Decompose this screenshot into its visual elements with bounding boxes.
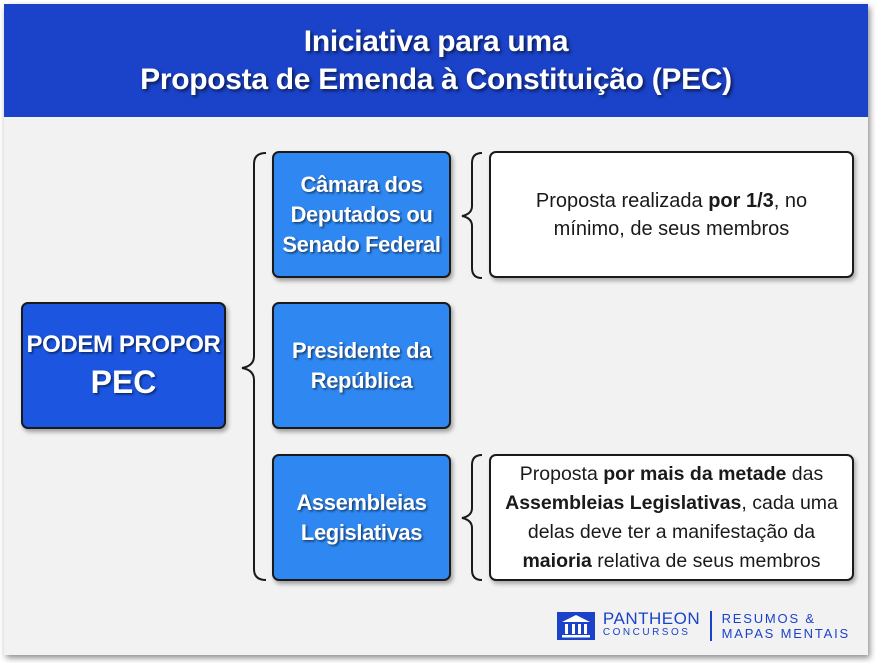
detail-text [505, 460, 838, 576]
logo-tagline-line-2: MAPAS MENTAIS [721, 626, 850, 641]
detail-text-bold-segment: por 1/3 [708, 189, 774, 212]
branch-label-line: República [310, 367, 413, 393]
branch-label-line: Assembleias [296, 489, 427, 515]
branch-label-line: Legislativas [300, 519, 423, 545]
branch-assembleias-legislativas [272, 454, 451, 581]
main-node-podem-propor-pec [21, 302, 226, 429]
title-line-1: Iniciativa para uma [303, 24, 569, 58]
logo-brand-text [602, 609, 701, 640]
main-node-line-1: PODEM PROPOR [26, 330, 221, 358]
branch-label-line: Senado Federal [282, 231, 441, 257]
detail-bracket-2 [462, 455, 482, 580]
branch-label-line: Câmara dos [300, 171, 423, 197]
detail-text-segment: das [786, 462, 824, 485]
detail-text-segment: relativa de seus membros [591, 549, 821, 572]
logo-tagline-line-1: RESUMOS & [721, 611, 816, 626]
detail-text [505, 187, 838, 243]
diagram-frame [4, 4, 868, 655]
logo-divider [710, 611, 712, 641]
detail-text-segment: Proposta [519, 462, 604, 485]
logo-sub: CONCURSOS [602, 627, 691, 638]
detail-assembleias-legislativas [489, 454, 854, 581]
main-bracket [242, 153, 266, 580]
logo-brand: PANTHEON [602, 609, 701, 628]
detail-camara-senado [489, 151, 854, 278]
detail-text-segment: , no mínimo, de seus membros [553, 189, 808, 240]
logo-tagline [722, 611, 850, 641]
branch-label-line: Deputados ou [290, 201, 433, 227]
branch-label-line: Presidente da [291, 337, 432, 363]
main-node-line-2: PEC [90, 363, 157, 400]
temple-icon [557, 612, 595, 640]
branch-camara-senado [272, 151, 451, 278]
branch-presidente-republica [272, 302, 451, 429]
detail-text-bold-segment: por mais da metade [603, 462, 787, 485]
title-line-2: Proposta de Emenda à Constituição (PEC) [140, 62, 732, 96]
pantheon-logo [557, 611, 850, 641]
detail-text-segment: , cada uma delas deve ter a manifestação da [527, 491, 838, 543]
detail-text-segment: Proposta realizada [535, 189, 709, 212]
detail-text-bold-segment: maioria [522, 549, 592, 572]
detail-bracket-1 [462, 153, 482, 278]
detail-text-bold-segment: Assembleias Legislativas [505, 491, 742, 514]
